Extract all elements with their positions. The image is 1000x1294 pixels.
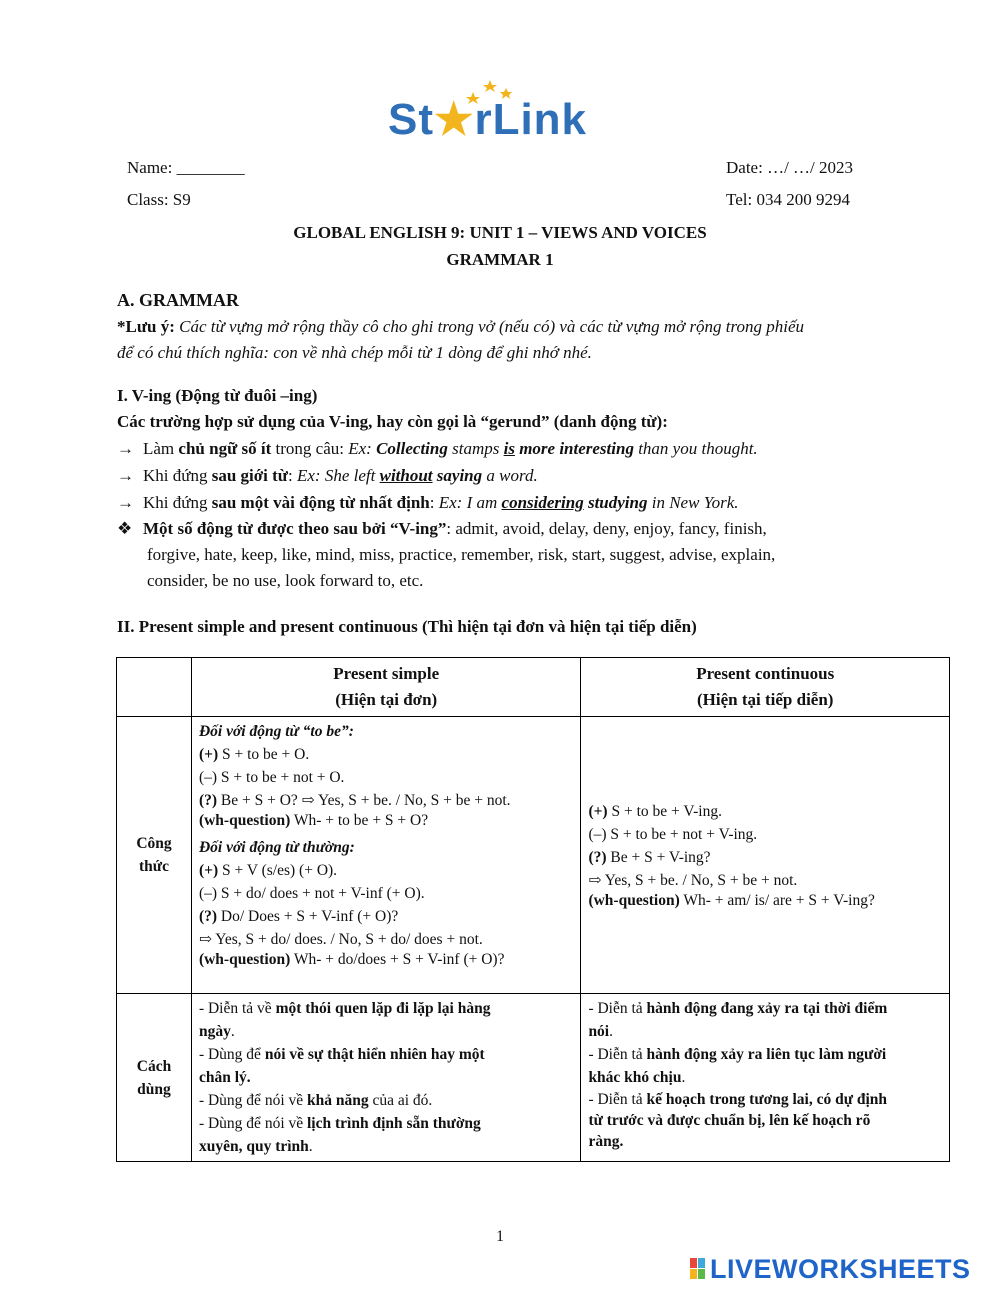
tel-field: Tel: 034 200 9294 xyxy=(726,190,850,209)
section-1-intro: Các trường hợp sử dụng của V-ing, hay còn gọi là “gerund” (danh động từ): xyxy=(117,412,668,431)
class-field: Class: S9 xyxy=(127,190,191,209)
page-title: GLOBAL ENGLISH 9: UNIT 1 – VIEWS AND VOICES xyxy=(293,223,707,242)
table-header-row xyxy=(117,658,950,717)
row-label-formula: Công thức xyxy=(117,717,192,994)
arrow-icon: → xyxy=(117,493,134,512)
page-number: 1 xyxy=(496,1228,504,1245)
arrow-icon: → xyxy=(117,466,134,485)
list-item: ❖ Một số động từ được theo sau bởi “V-ing”: admit, avoid, delay, deny, enjoy, fancy, finish, xyxy=(117,516,917,542)
page-subtitle: GRAMMAR 1 xyxy=(446,250,554,269)
liveworksheets-wordmark: LIVEWORKSHEETS xyxy=(710,1254,971,1284)
list-item: → Khi đứng sau một vài động từ nhất định: Ex: I am considering studying in New York. xyxy=(117,490,917,516)
present-continuous-usage: - Diễn tả hành động đang xảy ra tại thời điểm nói. - Diễn tả hành động xảy ra liên tục làm người khác khó chịu. - Diễn tả kế hoạch trong tương lai, có dự định từ trước và được chuẩn bị, lên kế hoạch rõ ràng. xyxy=(581,994,950,1162)
verb-list-line: consider, be no use, look forward to, etc. xyxy=(147,571,424,590)
note-paragraph: *Lưu ý: Các từ vựng mở rộng thầy cô cho ghi trong vở (nếu có) và các từ vựng mở rộng trong phiếu để có chú thích nghĩa: con về nhà chép mỗi từ 1 dòng để ghi nhớ nhé. xyxy=(117,317,805,362)
list-item: → Làm chủ ngữ số ít trong câu: Ex: Collecting stamps is more interesting than you thought. xyxy=(117,436,917,462)
present-simple-header: Present simple (Hiện tại đơn) xyxy=(191,658,580,717)
date-field: Date: …/ …/ 2023 xyxy=(726,158,854,177)
present-continuous-header: Present continuous (Hiện tại tiếp diễn) xyxy=(581,658,950,717)
grammar-table xyxy=(116,657,950,1162)
name-field: Name: ________ xyxy=(127,158,245,177)
section-a-heading: A. GRAMMAR xyxy=(117,290,239,310)
arrow-icon: → xyxy=(117,439,134,458)
table-row xyxy=(117,994,950,1162)
verb-list-line: forgive, hate, keep, like, mind, miss, practice, remember, risk, start, suggest, advise, explain, xyxy=(147,545,776,564)
section-2-heading: II. Present simple and present continuous (Thì hiện tại đơn và hiện tại tiếp diễn) xyxy=(117,617,697,636)
diamond-icon: ❖ xyxy=(117,519,133,538)
table-corner-cell xyxy=(117,658,192,717)
table-row xyxy=(117,717,950,994)
liveworksheets-logo xyxy=(690,1254,990,1284)
present-continuous-formula: (+) S + to be + V-ing. (–) S + to be + not + V-ing. (?) Be + S + V-ing? ⇨ Yes, S + be. / No, S + be + not. (wh-question) Wh- + am/ is/ are + S + V-ing? xyxy=(581,717,950,994)
logo-wordmark: St★rLink xyxy=(388,95,588,144)
row-label-usage: Cách dùng xyxy=(117,994,192,1162)
section-1-heading: I. V-ing (Động từ đuôi –ing) xyxy=(117,386,318,405)
list-item: → Khi đứng sau giới từ: Ex: She left without saying a word. xyxy=(117,463,917,489)
present-simple-formula: Đối với động từ “to be”: (+) S + to be + O. (–) S + to be + not + O. (?) Be + S + O? ⇨ Yes, S + be. / No, S + be + not. (wh-question) Wh- + to be + S + O? Đối với động từ thường: (+) S + V (s/es) (+ O). (–) S + do/ does + not + V-inf (+ O). (?) Do/ Does + S + V-inf (+ O)? ⇨ Yes, S + do/ does. / No, S + do/ does + not. (wh-question) Wh- + do/does + S + V-inf (+ O)? xyxy=(191,717,580,994)
liveworksheets-icon xyxy=(690,1258,706,1280)
starlink-logo xyxy=(388,74,618,146)
present-simple-usage: - Diễn tả về một thói quen lặp đi lặp lại hàng ngày. - Dùng để nói về sự thật hiển nhiên hay một chân lý. - Dùng để nói về khả năng của ai đó. - Dùng để nói về lịch trình định sẵn thường xuyên, quy trình. xyxy=(191,994,580,1162)
